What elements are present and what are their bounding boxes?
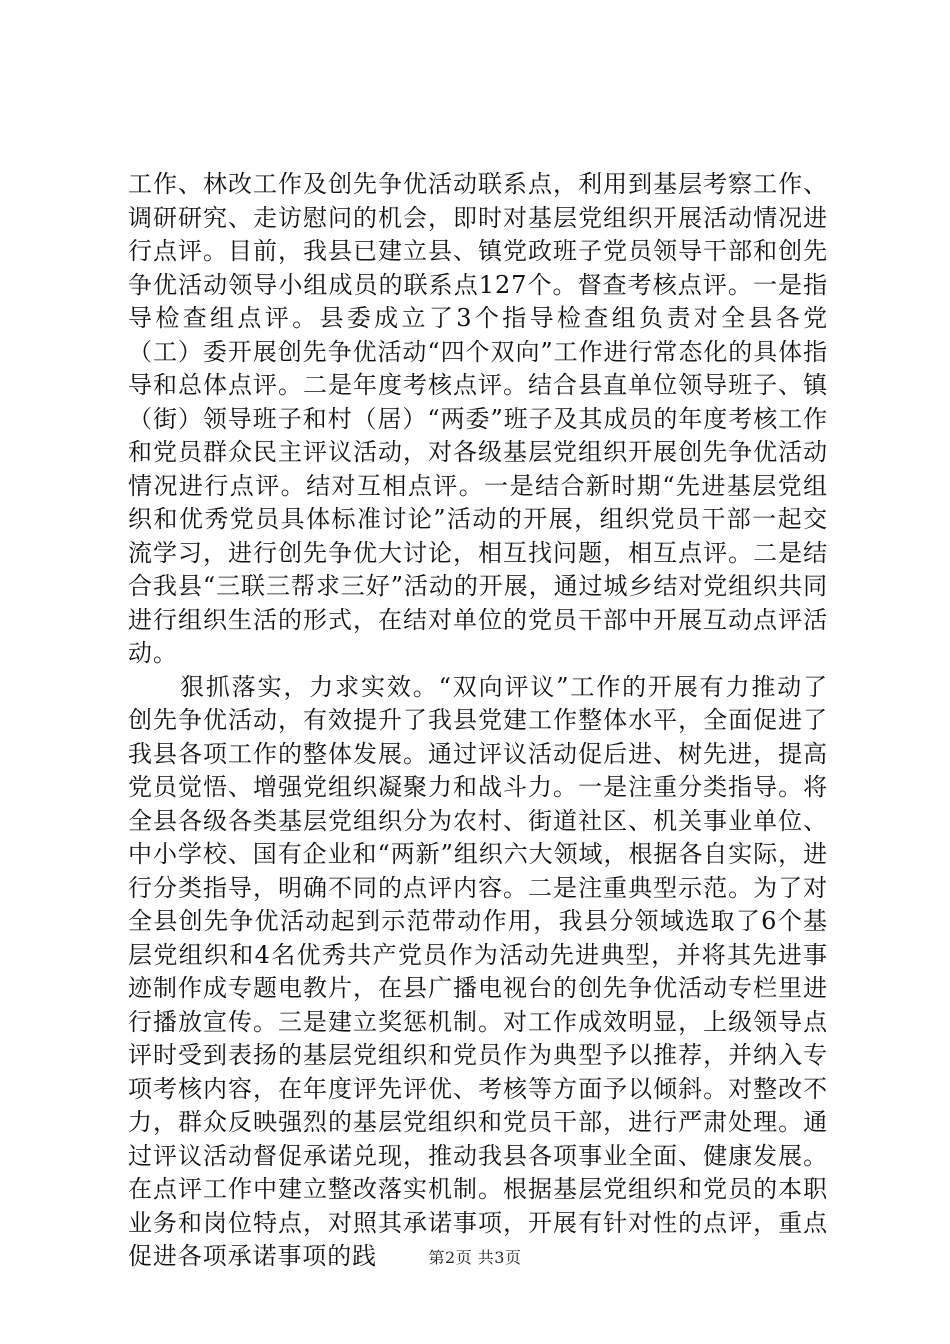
paragraph-2: 狠抓落实，力求实效。“双向评议”工作的开展有力推动了创先争优活动，有效提升了我县党建工作整体水平，全面促进了我县各项工作的整体发展。通过评议活动促后进、树先进，提高党员觉悟、增强党组织凝聚力和战斗力。一是注重分类指导。将全县各级各类基层党组织分为农村、街道社区、机关事业单位、中小学校、国有企业和“两新”组织六大领域，根据各自实际，进行分类指导，明确不同的点评内容。二是注重典型示范。为了对全县创先争优活动起到示范带动作用，我县分领域选取了6个基层党组织和4名优秀共产党员作为活动先进典型，并将其先进事迹制作成专题电教片，在县广播电视台的创先争优活动专栏里进行播放宣传。三是建立奖惩机制。对工作成效明显，上级领导点评时受到表扬的基层党组织和党员作为典型予以推荐，并纳入专项考核内容，在年度评先评优、考核等方面予以倾斜。对整改不力，群众反映强烈的基层党组织和党员干部，进行严肃处理。通过评议活动督促承诺兑现，推动我县各项事业全面、健康发展。在点评工作中建立整改落实机制。根据基层党组织和党员的本职业务和岗位特点，对照其承诺事项，开展有针对性的点评，重点促进各项承诺事项的践 (128, 672, 828, 1270)
document-body (128, 168, 828, 1274)
page-number-indicator: 第2页 共3页 (428, 1248, 522, 1267)
page-footer (0, 1248, 950, 1268)
paragraph-1: 工作、林改工作及创先争优活动联系点，利用到基层考察工作、调研研究、走访慰问的机会，即时对基层党组织开展活动情况进行点评。目前，我县已建立县、镇党政班子党员领导干部和创先争优活动领导小组成员的联系点127个。督查考核点评。一是指导检查组点评。县委成立了3个指导检查组负责对全县各党（工）委开展创先争优活动“四个双向”工作进行常态化的具体指导和总体点评。二是年度考核点评。结合县直单位领导班子、镇（街）领导班子和村（居）“两委”班子及其成员的年度考核工作和党员群众民主评议活动，对各级基层党组织开展创先争优活动情况进行点评。结对互相点评。一是结合新时期“先进基层党组织和优秀党员具体标准讨论”活动的开展，组织党员干部一起交流学习，进行创先争优大讨论，相互找问题，相互点评。二是结合我县“三联三帮求三好”活动的开展，通过城乡结对党组织共同进行组织生活的形式，在结对单位的党员干部中开展互动点评活动。 (128, 170, 828, 667)
